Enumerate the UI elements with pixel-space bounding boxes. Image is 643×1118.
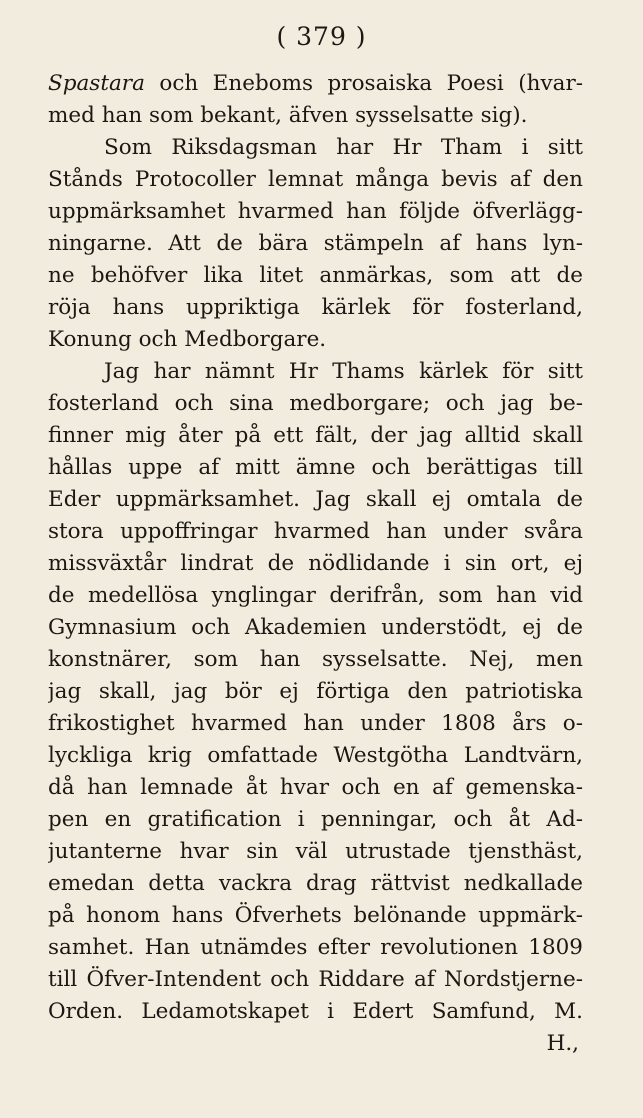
text-line: konstnärer, som han sysselsatte. Nej, men — [48, 647, 583, 672]
text-line: frikostighet hvarmed han under 1808 års o- — [48, 711, 583, 736]
text-line: hållas uppe af mitt ämne och berättigas till — [48, 455, 583, 480]
text-line: röja hans uppriktiga kärlek för fosterland, — [48, 295, 583, 320]
text-line: Jag har nämnt Hr Thams kärlek för sitt — [104, 359, 583, 384]
text-line — [48, 68, 583, 100]
text-line: Orden. Ledamotskapet i Edert Samfund, M. — [48, 999, 583, 1024]
text-line: Konung och Medborgare. — [48, 327, 327, 352]
body-text — [48, 68, 583, 1060]
text-line: ningarne. Att de bära stämpeln af hans lyn- — [48, 231, 583, 256]
italic-title: Spastara — [48, 71, 145, 96]
catchword: H., — [546, 1031, 579, 1056]
text-line: stora uppoffringar hvarmed han under svåra — [48, 519, 583, 544]
text-line: med han som bekant, äfven sysselsatte sig). — [48, 103, 528, 128]
page-number: ( 379 ) — [276, 22, 367, 51]
text-line: jag skall, jag bör ej förtiga den patriotiska — [48, 679, 583, 704]
text-line: missväxtår lindrat de nödlidande i sin ort, ej — [48, 551, 583, 576]
text-line: fosterland och sina medborgare; och jag be- — [48, 391, 583, 416]
text-line: jutanterne hvar sin väl utrustade tjensthäst, — [48, 839, 583, 864]
text-line: finner mig åter på ett fält, der jag alltid skall — [48, 423, 583, 448]
text-line: Gymnasium och Akademien understödt, ej de — [48, 615, 583, 640]
text-line: pen en gratification i penningar, och åt Ad- — [48, 807, 583, 832]
text-line: Eder uppmärksamhet. Jag skall ej omtala de — [48, 487, 583, 512]
text-line: på honom hans Öfverhets belönande uppmärk- — [48, 903, 583, 928]
text-line: till Öfver-Intendent och Riddare af Nordstjerne- — [48, 967, 583, 992]
text-line: Som Riksdagsman har Hr Tham i sitt — [104, 135, 583, 160]
text-line: emedan detta vackra drag rättvist nedkallade — [48, 871, 583, 896]
line-text: och Eneboms prosaiska Poesi (hvar- — [144, 71, 583, 96]
text-line: ne behöfver lika litet anmärkas, som att de — [48, 263, 583, 288]
text-line: då han lemnade åt hvar och en af gemenska- — [48, 775, 583, 800]
text-line: lyckliga krig omfattade Westgötha Landtvärn, — [48, 743, 583, 768]
text-line: samhet. Han utnämdes efter revolutionen 1809 — [48, 935, 583, 960]
text-line: Stånds Protocoller lemnat många bevis af den — [48, 167, 583, 192]
text-line: de medellösa ynglingar derifrån, som han vid — [48, 583, 583, 608]
text-line: uppmärksamhet hvarmed han följde öfverlägg- — [48, 199, 583, 224]
